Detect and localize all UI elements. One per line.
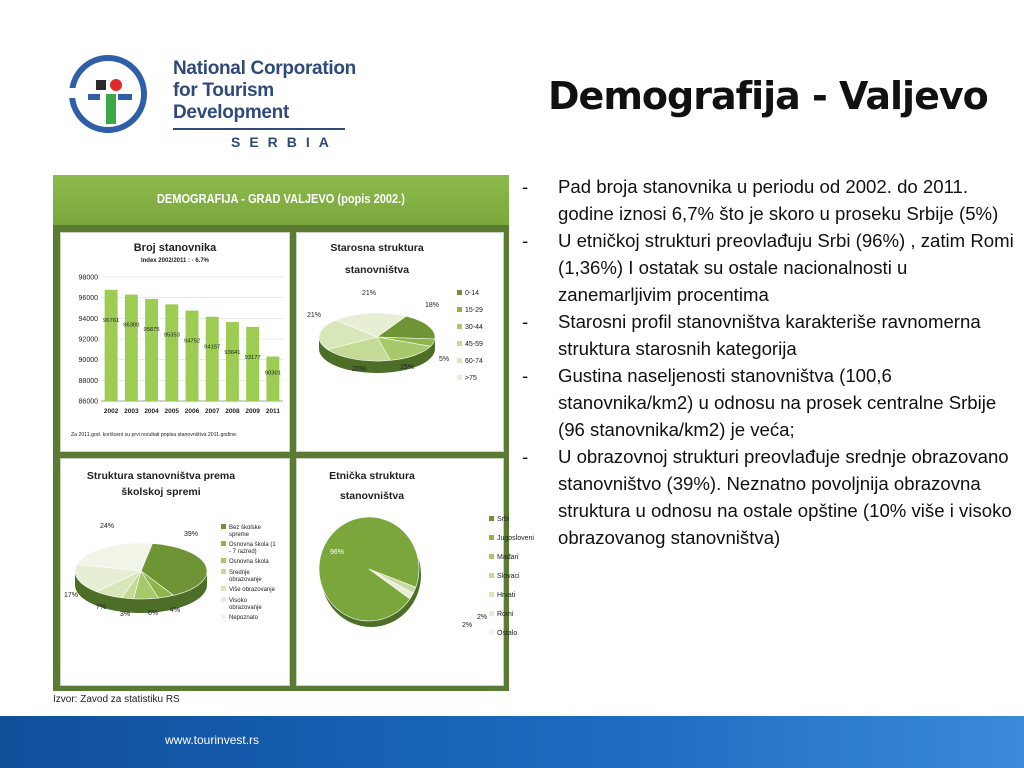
chart-subtitle: Index 2002/2011 : - 6.7% <box>140 258 210 264</box>
legend-label: Mađari <box>497 554 519 561</box>
chart-title-line-1: Starosna struktura <box>330 242 424 254</box>
slice-label: 7% <box>95 604 107 611</box>
bar-value-label: 94157 <box>204 344 221 351</box>
education-chart-box <box>60 458 290 686</box>
bar <box>246 327 259 401</box>
y-tick-label: 98000 <box>78 274 98 282</box>
bullet-item <box>516 227 1016 308</box>
legend-label: Osnovna škola <box>229 559 269 565</box>
slice-label: 15% <box>399 364 415 371</box>
footer-bar <box>0 716 1024 768</box>
bar-marks <box>103 290 281 415</box>
bar <box>125 295 138 401</box>
bullet-marker: - <box>522 446 529 467</box>
legend-swatch <box>457 341 462 346</box>
x-tick-label: 2004 <box>144 408 159 415</box>
y-tick-label: 90000 <box>78 357 98 365</box>
age-pie-chart <box>297 233 503 451</box>
bullet-text: Starosni profil stanovništva karakteriše ravnomerna struktura starosnih kategorija <box>558 311 981 359</box>
bar <box>105 290 118 401</box>
logo <box>58 48 358 150</box>
bar <box>145 299 158 401</box>
legend-swatch <box>489 573 494 578</box>
bullet-text: Gustina naseljenosti stanovništva (100,6 stanovnika/km2) u odnosu na prosek centralne Srbije (96 stanovnika/km2) je veća; <box>558 365 997 440</box>
slice-label: 2% <box>476 614 488 621</box>
legend-label: Srednje <box>229 570 250 576</box>
bullet-item <box>516 308 1016 362</box>
slice-label: 21% <box>306 312 322 319</box>
slice-label: 20% <box>351 366 367 373</box>
legend-swatch <box>221 524 226 529</box>
ethnic-pie-chart <box>297 459 534 685</box>
legend-label: >75 <box>465 375 477 382</box>
bullet-item <box>516 173 1016 227</box>
legend-label: Bez školske <box>229 525 262 531</box>
legend-swatch <box>489 592 494 597</box>
slice-label: 96% <box>329 549 345 556</box>
legend-swatch <box>221 541 226 546</box>
logo-line-3: SERBIA <box>231 134 338 150</box>
legend-swatch <box>489 554 494 559</box>
bullet-text: U etničkoj strukturi preovlađuju Srbi (96%) , zatim Romi (1,36%) I ostatak su ostale nacionalnosti u zanemarljivim procentima <box>558 230 1014 305</box>
legend-swatch <box>457 307 462 312</box>
x-tick-label: 2008 <box>225 408 240 415</box>
legend-label: Srbi <box>497 516 510 523</box>
bar <box>266 357 279 401</box>
y-tick-label: 92000 <box>78 336 98 344</box>
x-tick-label: 2009 <box>245 408 260 415</box>
panel-header <box>53 175 509 225</box>
bullet-marker: - <box>522 230 529 251</box>
logo-mark-icon <box>58 48 168 138</box>
legend-swatch <box>457 375 462 380</box>
legend-swatch <box>489 630 494 635</box>
chart-title: Broj stanovnika <box>133 242 217 254</box>
legend-label: spreme <box>229 532 250 538</box>
legend-label: 30-44 <box>465 324 483 331</box>
bar-value-label: 94752 <box>183 338 201 345</box>
ethnic-chart-box <box>296 458 534 686</box>
legend-label: - 7 razred) <box>229 549 257 555</box>
chart-note: Za 2011.god. korišceni su prvi rezultati popisa stanovništva 2011.godine. <box>71 432 238 438</box>
bar <box>165 304 178 401</box>
chart-title-line-2: stanovništva <box>344 264 410 276</box>
y-tick-label: 86000 <box>78 398 98 406</box>
legend-label: 60-74 <box>465 358 483 365</box>
y-tick-label: 88000 <box>78 377 98 385</box>
bullet-marker: - <box>522 365 529 386</box>
bar-value-label: 90301 <box>264 370 281 377</box>
logo-line-1: National Corporation <box>173 58 356 79</box>
bar-value-label: 95353 <box>163 332 180 339</box>
legend-swatch <box>489 535 494 540</box>
age-chart-box <box>296 232 504 452</box>
legend-swatch <box>221 569 226 574</box>
slice-label: 21% <box>361 290 377 297</box>
bar-value-label: 96300 <box>123 322 140 329</box>
population-chart-box <box>60 232 290 452</box>
footer-url[interactable]: www.tourinvest.rs <box>165 733 260 747</box>
bar <box>226 322 239 401</box>
y-tick-label: 94000 <box>78 315 98 323</box>
x-tick-label: 2006 <box>184 408 200 415</box>
population-bar-chart <box>61 233 289 451</box>
slice-label: 17% <box>63 592 79 599</box>
legend-swatch <box>457 324 462 329</box>
legend-swatch <box>221 586 226 591</box>
age-legend <box>457 290 483 382</box>
chart-title-line-1: Struktura stanovništva prema <box>86 470 236 482</box>
bullet-item <box>516 443 1016 551</box>
logo-line-2: for Tourism Development <box>173 80 290 123</box>
bar <box>206 317 219 401</box>
slice-label: 5% <box>438 356 450 363</box>
legend-label: Hrvati <box>497 592 516 599</box>
bullet-marker: - <box>522 311 529 332</box>
legend-swatch <box>457 358 462 363</box>
bar-value-label: 96761 <box>103 317 120 324</box>
logo-text <box>173 58 358 150</box>
legend-label: 0-14 <box>465 290 480 297</box>
legend-swatch <box>489 611 494 616</box>
legend-label: 45-59 <box>465 341 483 348</box>
legend-label: obrazovanje <box>229 577 262 583</box>
slice-label: 4% <box>169 607 181 614</box>
legend-label: obrazovanje <box>229 605 262 611</box>
education-legend <box>221 524 276 621</box>
x-tick-label: 2002 <box>103 408 119 415</box>
slide-title: Demografija - Valjevo <box>548 74 988 118</box>
y-tick-label: 96000 <box>78 295 98 303</box>
legend-swatch <box>489 516 494 521</box>
legend-label: Nepoznato <box>229 615 259 621</box>
chart-title-line-2: školskoj spremi <box>121 486 201 498</box>
x-tick-label: 2007 <box>204 408 220 415</box>
legend-label: Romi <box>497 611 514 618</box>
slice-label: 6% <box>147 610 159 617</box>
bar-value-label: 93177 <box>244 354 261 361</box>
demography-panel <box>53 175 534 691</box>
bullet-text: U obrazovnoj strukturi preovlađuje srednje obrazovano stanovništvo (39%). Neznatno povoljnija obrazovna struktura u odnosu na ostale opštine (10% više i visoko obrazovanog stanovništva) <box>558 446 1012 548</box>
bullet-text: Pad broja stanovnika u periodu od 2002. do 2011. godine iznosi 6,7% što je skoro u proseku Srbije (5%) <box>558 176 999 224</box>
bar <box>183 311 201 401</box>
legend-label: Visoko <box>229 598 247 604</box>
bar-value-label: 93641 <box>224 350 241 357</box>
slice-label: 3% <box>119 611 131 618</box>
education-pie-chart <box>61 459 289 685</box>
legend-swatch <box>221 558 226 563</box>
bar-value-label: 95875 <box>143 326 160 333</box>
slice-label: 18% <box>424 302 440 309</box>
x-tick-label: 2011 <box>265 408 280 415</box>
source-note: Izvor: Zavod za statistiku RS <box>53 694 180 705</box>
x-tick-label: 2005 <box>164 408 180 415</box>
legend-label: Više obrazovanje <box>229 587 275 593</box>
chart-title-line-1: Etnička struktura <box>329 470 415 482</box>
slice-label: 24% <box>99 523 115 530</box>
bullet-marker: - <box>522 176 529 197</box>
legend-label: Slovaci <box>497 573 520 580</box>
legend-swatch <box>221 597 226 602</box>
slice-label: 39% <box>183 531 199 538</box>
legend-swatch <box>457 290 462 295</box>
logo-rule <box>173 128 345 130</box>
legend-label: Ostalo <box>497 630 518 637</box>
legend-label: 15-29 <box>465 307 483 314</box>
bullet-item <box>516 362 1016 443</box>
legend-label: Osnovna škola (1 <box>229 542 276 548</box>
legend-swatch <box>221 614 226 619</box>
bullet-list <box>516 173 1016 551</box>
chart-title-line-2: stanovništva <box>339 490 405 502</box>
panel-header-text: DEMOGRAFIJA - GRAD VALJEVO (popis 2002.) <box>156 191 406 206</box>
x-tick-label: 2003 <box>124 408 139 415</box>
ethnic-legend <box>489 516 534 637</box>
slice-label: 2% <box>461 622 473 629</box>
legend-label: Jugosloveni <box>497 535 534 542</box>
